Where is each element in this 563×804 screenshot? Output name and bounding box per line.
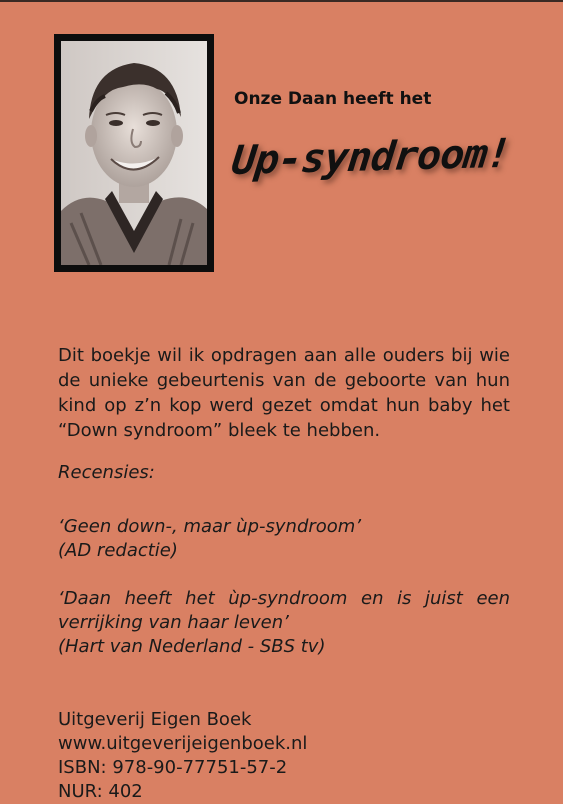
cover-title: Up-syndroom! [229,130,513,184]
cover-subtitle: Onze Daan heeft het [234,89,432,109]
author-photo [54,34,214,272]
publisher-website: www.uitgeverijeigenboek.nl [58,733,308,754]
publisher-isbn: ISBN: 978-90-77751-57-2 [58,757,288,778]
review-item [58,587,510,659]
review-source: (Hart van Nederland - SBS tv) [58,636,326,657]
publisher-name: Uitgeverij Eigen Boek [58,709,252,730]
review-quote: ‘Daan heeft het ùp-syndroom en is juist een verrijking van haar leven’ [58,588,510,633]
review-quote: ‘Geen down-, maar ùp-syndroom’ [58,516,362,537]
dedication-paragraph: Dit boekje wil ik opdragen aan alle ouders bij wie de unieke gebeurtenis van de geboorte van hun kind op z’n kop werd gezet omdat hun baby het “Down syndroom” bleek te hebben. [58,345,510,441]
top-border [0,0,563,2]
review-source: (AD redactie) [58,540,178,561]
publisher-nur: NUR: 402 [58,781,143,802]
reviews-heading: Recensies: [58,462,155,483]
publisher-info [58,708,307,804]
review-item [58,515,510,563]
portrait-image [61,41,207,265]
